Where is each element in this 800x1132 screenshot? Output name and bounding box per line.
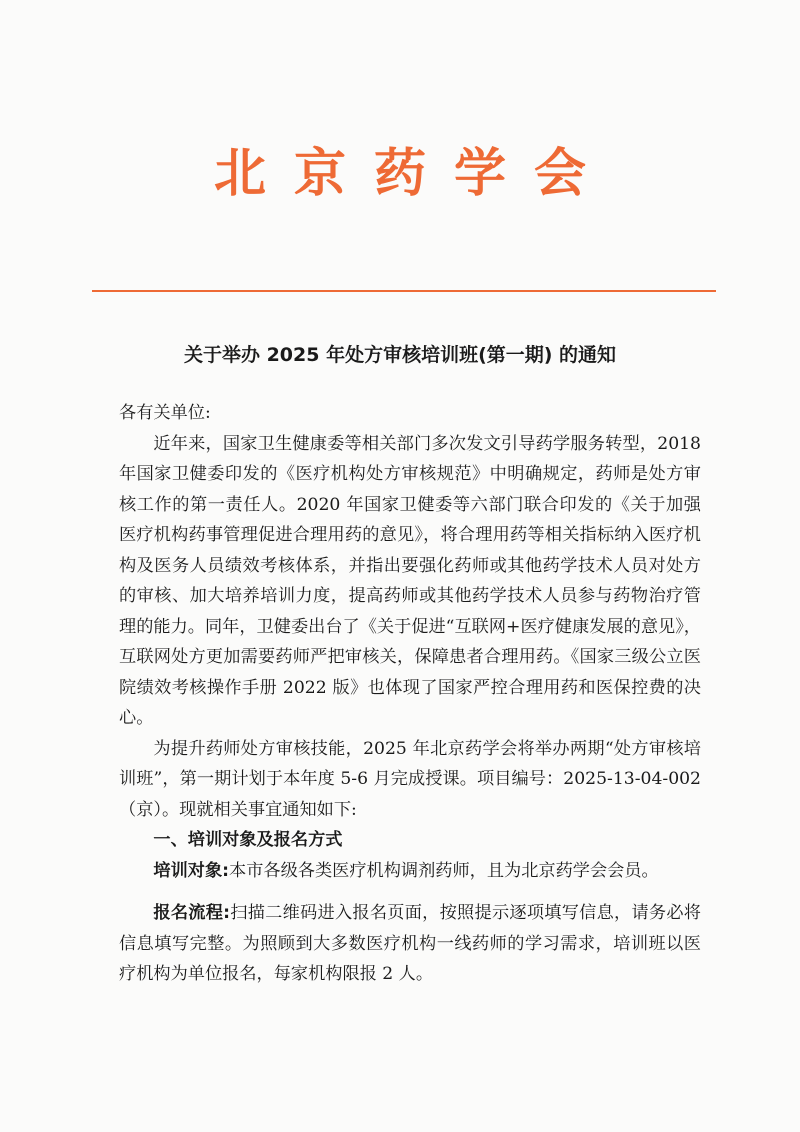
registration-process-label: 报名流程: bbox=[153, 903, 231, 923]
paragraph-purpose: 为提升药师处方审核技能，2025 年北京药学会将举办两期“处方审核培训班”，第一期计划于本年度 5-6 月完成授课。项目编号：2025-13-04-002（京）。现就相关事宜通知如下: bbox=[119, 738, 701, 820]
salutation: 各有关单位: bbox=[119, 403, 211, 423]
registration-process-text: 扫描二维码进入报名页面，按照提示逐项填写信息，请务必将信息填写完整。为照顾到大多数医疗机构一线药师的学习需求，培训班以医疗机构为单位报名，每家机构限报 2 人。 bbox=[119, 903, 701, 984]
letterhead-divider bbox=[92, 290, 716, 292]
registration-process-paragraph bbox=[119, 898, 701, 990]
notice-body bbox=[119, 398, 701, 990]
paragraph-background: 近年来，国家卫生健康委等相关部门多次发文引导药学服务转型，2018 年国家卫健委印发的《医疗机构处方审核规范》中明确规定，药师是处方审核工作的第一责任人。2020 年国家卫健委等六部门联合印发的《关于加强医疗机构药事管理促进合理用药的意见》，将合理用药等相关指标纳入医疗机构及医务人员绩效考核体系，并指出要强化药师或其他药学技术人员对处方的审核、加大培养培训力度，提高药师或其他药学技术人员参与药物治疗管理的能力。同年，卫健委出台了《关于促进“互联网+医疗健康发展的意见》，互联网处方更加需要药师严把审核关，保障患者合理用药。《国家三级公立医院绩效考核操作手册 2022 版》也体现了国家严控合理用药和医保控费的决心。 bbox=[119, 433, 701, 728]
letterhead-org-name: 北京药学会 bbox=[213, 144, 614, 204]
notice-title: 关于举办 2025 年处方审核培训班(第一期) 的通知 bbox=[183, 344, 617, 366]
section-heading-1: 一、培训对象及报名方式 bbox=[153, 830, 343, 850]
training-target-text: 本市各级各类医疗机构调剂药师，且为北京药学会会员。 bbox=[229, 860, 659, 881]
training-target-paragraph bbox=[119, 856, 701, 887]
training-target-label: 培训对象: bbox=[153, 860, 230, 881]
